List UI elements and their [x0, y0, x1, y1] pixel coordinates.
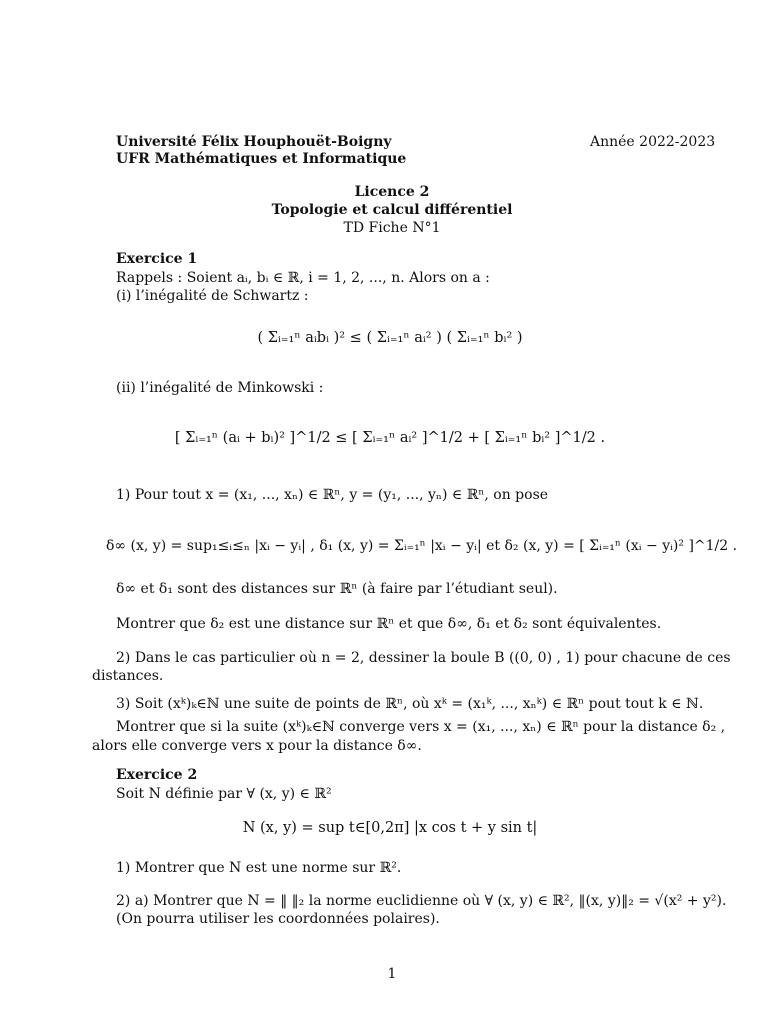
schwartz-label: (i) l’inégalité de Schwartz : [116, 288, 309, 304]
question-3-line-2: Montrer que si la suite (xᵏ)ₖ∈ℕ converge vers x = (x₁, ..., xₙ) ∈ ℝⁿ pour la distance δ₂ , [116, 719, 726, 735]
rappels-line: Rappels : Soient aᵢ, bᵢ ∈ ℝ, i = 1, 2, ..., n. Alors on a : [116, 270, 490, 286]
distances-note: δ∞ et δ₁ sont des distances sur ℝⁿ (à faire par l’étudiant seul). [116, 581, 558, 597]
minkowski-inequality: [ Σᵢ₌₁ⁿ (aᵢ + bᵢ)² ]^1/2 ≤ [ Σᵢ₌₁ⁿ aᵢ² ]^1/2 + [ Σᵢ₌₁ⁿ bᵢ² ]^1/2 . [174, 430, 606, 446]
exercise-2-intro: Soit N définie par ∀ (x, y) ∈ ℝ² [116, 786, 332, 802]
course-level: Licence 2 [354, 184, 430, 200]
university-name: Université Félix Houphouët-Boigny [116, 134, 392, 150]
question-2-line-2: distances. [92, 668, 164, 684]
question-1-task: Montrer que δ₂ est une distance sur ℝⁿ et que δ∞, δ₁ et δ₂ sont équivalentes. [116, 616, 662, 632]
academic-year: Année 2022-2023 [590, 134, 716, 150]
norm-definition: N (x, y) = sup t∈[0,2π] |x cos t + y sin t| [242, 820, 538, 836]
exercise-2-question-2-line-1: 2) a) Montrer que N = ‖ ‖₂ la norme euclidienne où ∀ (x, y) ∈ ℝ², ‖(x, y)‖₂ = √(x² + y²). [116, 893, 727, 909]
exercise-2-question-2-line-2: (On pourra utiliser les coordonnées polaires). [116, 911, 440, 927]
course-title: Topologie et calcul différentiel [271, 202, 513, 218]
question-3-line-1: 3) Soit (xᵏ)ₖ∈ℕ une suite de points de ℝⁿ, où xᵏ = (x₁ᵏ, ..., xₙᵏ) ∈ ℝⁿ pout tout k ∈ ℕ. [116, 696, 704, 712]
question-1-intro: 1) Pour tout x = (x₁, ..., xₙ) ∈ ℝⁿ, y = (y₁, ..., yₙ) ∈ ℝⁿ, on pose [116, 487, 549, 503]
schwartz-inequality: ( Σᵢ₌₁ⁿ aᵢbᵢ )² ≤ ( Σᵢ₌₁ⁿ aᵢ² ) ( Σᵢ₌₁ⁿ bᵢ² ) [257, 330, 523, 346]
question-3-line-3: alors elle converge vers x pour la distance δ∞. [92, 738, 422, 754]
exercise-2-question-1: 1) Montrer que N est une norme sur ℝ². [116, 860, 402, 876]
faculty-name: UFR Mathématiques et Informatique [116, 151, 407, 167]
sheet-number: TD Fiche N°1 [343, 220, 441, 236]
distances-definition: δ∞ (x, y) = sup₁≤ᵢ≤ₙ |xᵢ − yᵢ| , δ₁ (x, y) = Σᵢ₌₁ⁿ |xᵢ − yᵢ| et δ₂ (x, y) = [ Σᵢ₌₁ⁿ (xᵢ − yᵢ)² ]^1/2 . [106, 538, 738, 554]
exercise-2-heading: Exercice 2 [116, 767, 198, 783]
minkowski-label: (ii) l’inégalité de Minkowski : [116, 380, 324, 396]
exercise-1-heading: Exercice 1 [116, 251, 198, 267]
page-number: 1 [387, 966, 397, 982]
question-2-line-1: 2) Dans le cas particulier où n = 2, dessiner la boule B ((0, 0) , 1) pour chacune de ces [116, 650, 731, 666]
